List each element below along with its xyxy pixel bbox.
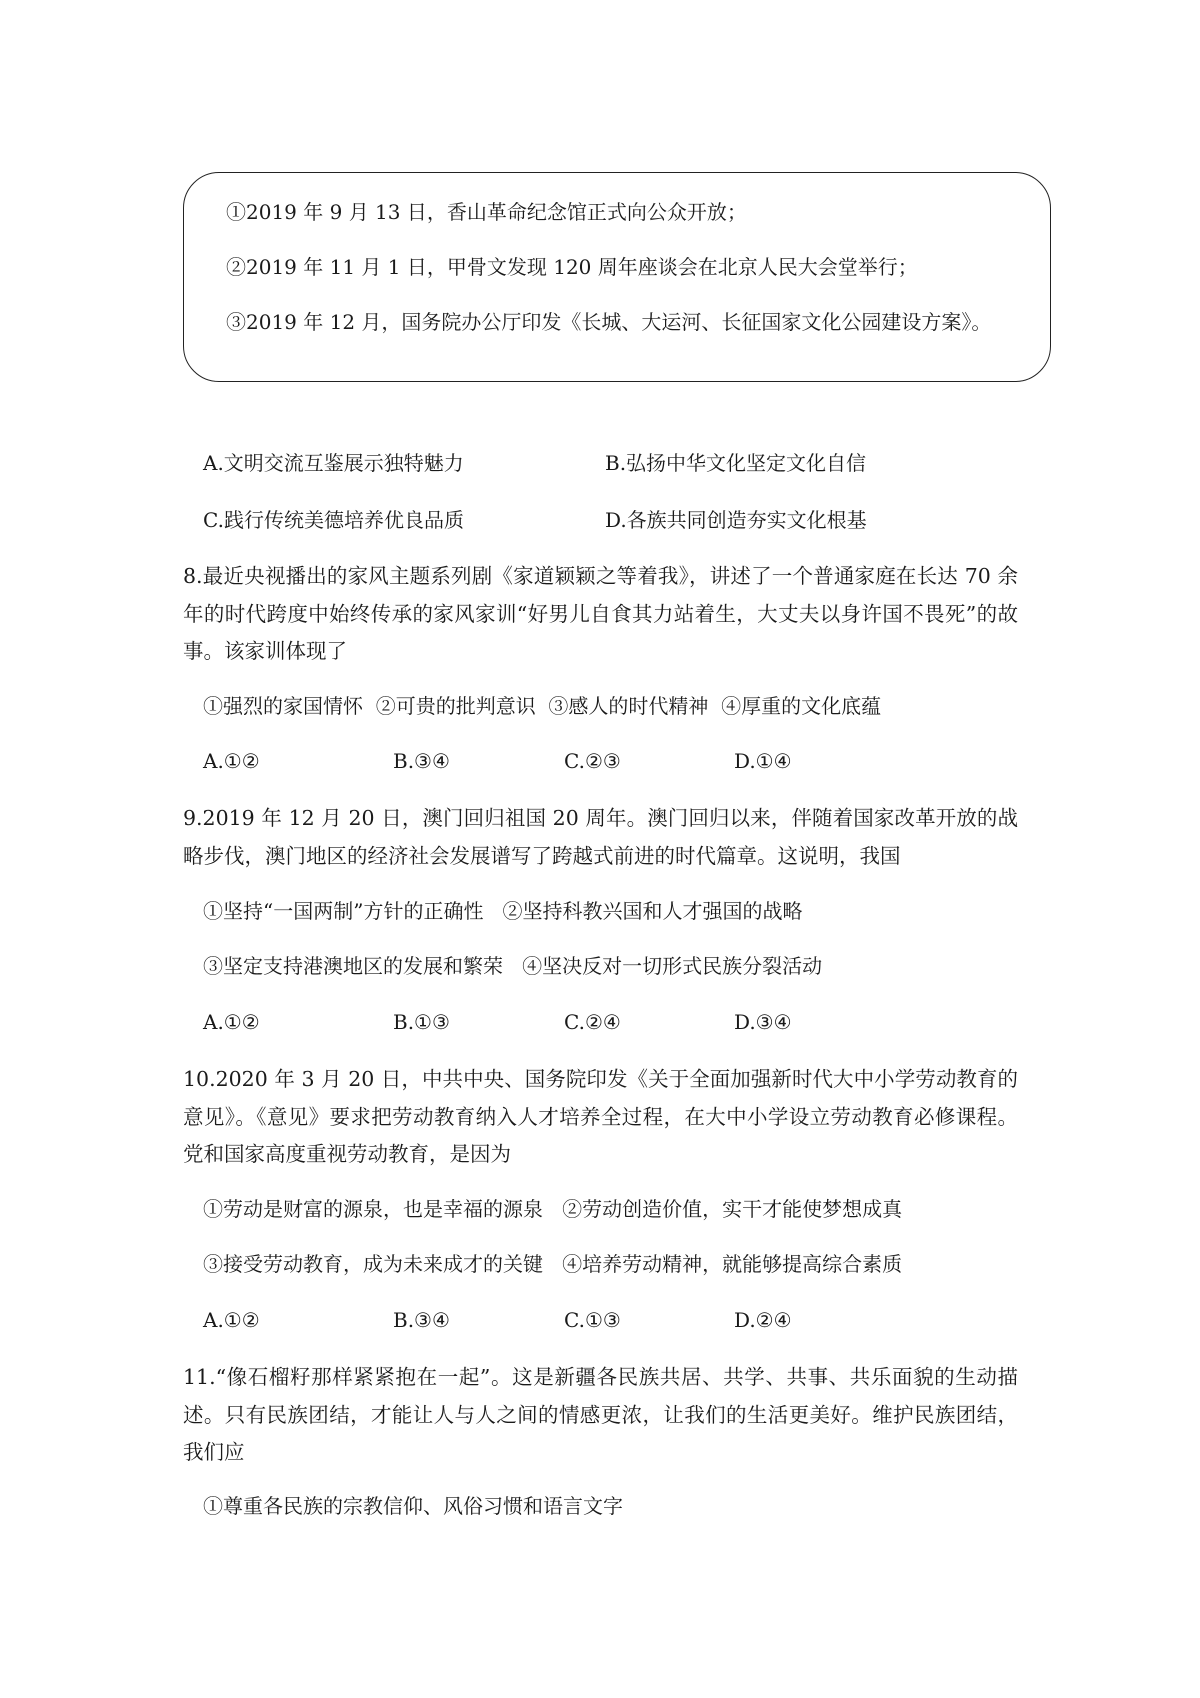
q9-option-c: C.②④ bbox=[564, 1010, 621, 1034]
q8-option-a: A.①② bbox=[203, 749, 260, 773]
q11-statement-1: ①尊重各民族的宗教信仰、风俗习惯和语言文字 bbox=[203, 1494, 623, 1518]
q9-stem: 9.2019 年 12 月 20 日，澳门回归祖国 20 周年。澳门回归以来，伴随着国家改革开放的战略步伐，澳门地区的经济社会发展谱写了跨越式前进的时代篇章。这说明，我国 bbox=[183, 806, 1018, 868]
q9-option-d: D.③④ bbox=[734, 1010, 792, 1034]
q10-statement-2: ③接受劳动教育，成为未来成才的关键 ④培养劳动精神，就能够提高综合素质 bbox=[203, 1252, 903, 1276]
q11-stem: 11.“像石榴籽那样紧紧抱在一起”。这是新疆各民族共居、共学、共事、共乐面貌的生动描述。只有民族团结，才能让人与人之间的情感更浓，让我们的生活更美好。维护民族团结，我们应 bbox=[183, 1365, 1018, 1464]
material-item-3: ③2019 年 12 月，国务院办公厅印发《长城、大运河、长征国家文化公园建设方案》。 bbox=[226, 310, 992, 334]
q8-stem: 8.最近央视播出的家风主题系列剧《家道颖颖之等着我》，讲述了一个普通家庭在长达 70 余年的时代跨度中始终传承的家风家训“好男儿自食其力站着生，大丈夫以身许国不畏死”的故事。该家训体现了 bbox=[183, 564, 1018, 663]
q7-option-b: B.弘扬中华文化坚定文化自信 bbox=[605, 451, 867, 475]
q9-statement-1: ①坚持“一国两制”方针的正确性 ②坚持科教兴国和人才强国的战略 bbox=[203, 899, 803, 923]
q7-option-c: C.践行传统美德培养优良品质 bbox=[203, 508, 464, 532]
q10-option-b: B.③④ bbox=[393, 1308, 450, 1332]
q8-option-d: D.①④ bbox=[734, 749, 792, 773]
q10-option-d: D.②④ bbox=[734, 1308, 792, 1332]
q9-statement-2: ③坚定支持港澳地区的发展和繁荣 ④坚决反对一切形式民族分裂活动 bbox=[203, 954, 823, 978]
q10-option-a: A.①② bbox=[203, 1308, 260, 1332]
q8-statements: ①强烈的家国情怀 ②可贵的批判意识 ③感人的时代精神 ④厚重的文化底蕴 bbox=[203, 694, 882, 718]
q9-option-b: B.①③ bbox=[393, 1010, 450, 1034]
q9-option-a: A.①② bbox=[203, 1010, 260, 1034]
material-item-2: ②2019 年 11 月 1 日，甲骨文发现 120 周年座谈会在北京人民大会堂举行； bbox=[226, 255, 918, 279]
q10-option-c: C.①③ bbox=[564, 1308, 621, 1332]
q7-option-a: A.文明交流互鉴展示独特魅力 bbox=[203, 451, 464, 475]
q8-option-b: B.③④ bbox=[393, 749, 450, 773]
material-item-1: ①2019 年 9 月 13 日，香山革命纪念馆正式向公众开放； bbox=[226, 200, 747, 224]
q7-option-d: D.各族共同创造夯实文化根基 bbox=[605, 508, 867, 532]
q10-stem: 10.2020 年 3 月 20 日，中共中央、国务院印发《关于全面加强新时代大中小学劳动教育的意见》。《意见》要求把劳动教育纳入人才培养全过程，在大中小学设立劳动教育必修课程。党和国家高度重视劳动教育，是因为 bbox=[183, 1067, 1018, 1166]
q8-option-c: C.②③ bbox=[564, 749, 621, 773]
q10-statement-1: ①劳动是财富的源泉，也是幸福的源泉 ②劳动创造价值，实干才能使梦想成真 bbox=[203, 1197, 903, 1221]
